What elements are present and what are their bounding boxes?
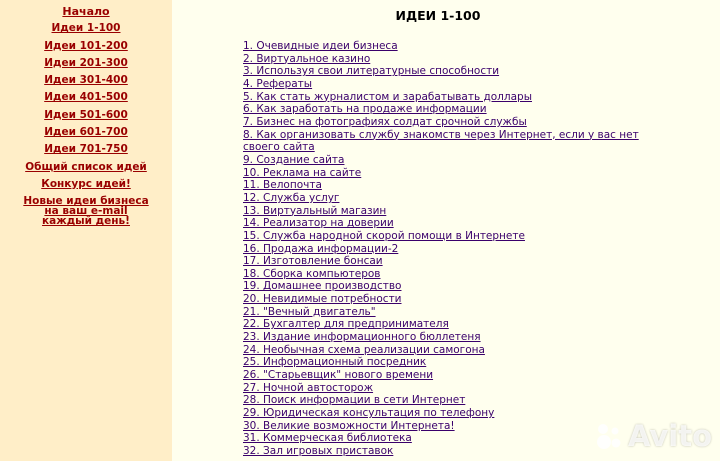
ideas-list [243, 40, 643, 458]
idea-list-item [243, 268, 643, 281]
idea-list-item [243, 306, 643, 319]
nav-link-contest[interactable]: Конкурс идей! [41, 177, 131, 190]
idea-list-item [243, 205, 643, 218]
nav-link-ideas-601-700[interactable]: Идеи 601-700 [44, 126, 128, 139]
idea-list-item [243, 255, 643, 268]
idea-link[interactable]: 17. Изготовление бонсаи [243, 255, 383, 268]
idea-list-item [243, 407, 643, 420]
idea-link[interactable]: 1. Очевидные идеи бизнеса [243, 40, 398, 52]
idea-link[interactable]: 8. Как организовать службу знакомств через Интернет, если у вас нет своего сайта [243, 128, 639, 154]
idea-list-item [243, 280, 643, 293]
idea-link[interactable]: 28. Поиск информации в сети Интернет [243, 394, 466, 407]
idea-list-item [243, 344, 643, 357]
idea-link[interactable]: 31. Коммерческая библиотека [243, 432, 412, 445]
idea-link[interactable]: 6. Как заработать на продаже информации [243, 103, 487, 116]
idea-list-item [243, 53, 643, 66]
idea-link[interactable]: 21. "Вечный двигатель" [243, 305, 376, 318]
idea-list-item [243, 420, 643, 433]
idea-list-item [243, 65, 643, 78]
idea-link[interactable]: 5. Как стать журналистом и зарабатывать доллары [243, 90, 532, 103]
idea-list-item [243, 40, 643, 53]
idea-link[interactable]: 26. "Старьевщик" нового времени [243, 369, 434, 382]
nav-link-ideas-201-300[interactable]: Идеи 201-300 [44, 56, 128, 69]
idea-list-item [243, 369, 643, 382]
idea-link[interactable]: 24. Необычная схема реализации самогона [243, 343, 485, 356]
idea-list-item [243, 318, 643, 331]
idea-list-item [243, 217, 643, 230]
idea-link[interactable]: 25. Информационный посредник [243, 356, 427, 369]
avito-logo-icon [594, 421, 624, 451]
idea-link[interactable]: 11. Велопочта [243, 179, 322, 192]
nav-link-ideas-301-400[interactable]: Идеи 301-400 [44, 74, 128, 87]
idea-link[interactable]: 2. Виртуальное казино [243, 52, 371, 65]
idea-list-item [243, 445, 643, 458]
idea-link[interactable]: 20. Невидимые потребности [243, 293, 402, 306]
idea-list-item [243, 129, 643, 154]
nav-link-home[interactable]: Начало [62, 5, 110, 18]
idea-list-item [243, 78, 643, 91]
idea-link[interactable]: 30. Великие возможности Интернета! [243, 419, 455, 432]
main-content [172, 0, 720, 461]
idea-link[interactable]: 10. Реклама на сайте [243, 166, 362, 179]
idea-list-item [243, 331, 643, 344]
avito-watermark [594, 419, 712, 453]
idea-link[interactable]: 19. Домашнее производство [243, 280, 402, 293]
idea-list-item [243, 154, 643, 167]
idea-list-item [243, 103, 643, 116]
nav-link-ideas-1-100[interactable]: Идеи 1-100 [51, 22, 121, 35]
idea-list-item [243, 432, 643, 445]
idea-link[interactable]: 29. Юридическая консультация по телефону [243, 407, 495, 420]
nav-link-ideas-101-200[interactable]: Идеи 101-200 [44, 39, 128, 52]
idea-list-item [243, 293, 643, 306]
idea-list-item [243, 179, 643, 192]
page-title: ИДЕИ 1-100 [395, 8, 481, 23]
idea-link[interactable]: 22. Бухгалтер для предпринимателя [243, 318, 449, 331]
idea-link[interactable]: 15. Служба народной скорой помощи в Интернете [243, 229, 525, 242]
idea-link[interactable]: 18. Сборка компьютеров [243, 267, 381, 280]
idea-link[interactable]: 7. Бизнес на фотографиях солдат срочной службы [243, 115, 527, 128]
idea-list-item [243, 167, 643, 180]
nav-link-ideas-401-500[interactable]: Идеи 401-500 [44, 91, 128, 104]
idea-list-item [243, 116, 643, 129]
nav-link-ideas-501-600[interactable]: Идеи 501-600 [44, 108, 128, 121]
idea-list-item [243, 230, 643, 243]
idea-list-item [243, 382, 643, 395]
idea-link[interactable]: 32. Зал игровых приставок [243, 445, 394, 457]
idea-link[interactable]: 14. Реализатор на доверии [243, 217, 394, 230]
idea-link[interactable]: 4. Рефераты [243, 77, 313, 90]
nav-link-ideas-701-750[interactable]: Идеи 701-750 [44, 143, 128, 156]
idea-list-item [243, 356, 643, 369]
idea-link[interactable]: 3. Используя свои литературные способности [243, 65, 500, 78]
nav-link-all-ideas[interactable]: Общий список идей [25, 160, 147, 173]
idea-link[interactable]: 9. Создание сайта [243, 153, 345, 166]
sidebar-nav [0, 0, 172, 461]
idea-list-item [243, 192, 643, 205]
idea-link[interactable]: 13. Виртуальный магазин [243, 204, 387, 217]
idea-list-item [243, 394, 643, 407]
idea-link[interactable]: 27. Ночной автосторож [243, 381, 374, 394]
nav-link-email-subscribe[interactable]: Новые идеи бизнеса на ваш e-mail каждый день! [23, 195, 149, 228]
idea-link[interactable]: 23. Издание информационного бюллетеня [243, 331, 481, 344]
idea-list-item [243, 243, 643, 256]
idea-list-item [243, 91, 643, 104]
watermark-text: Avito [627, 419, 712, 453]
idea-link[interactable]: 16. Продажа информации-2 [243, 242, 399, 255]
idea-link[interactable]: 12. Служба услуг [243, 191, 340, 204]
